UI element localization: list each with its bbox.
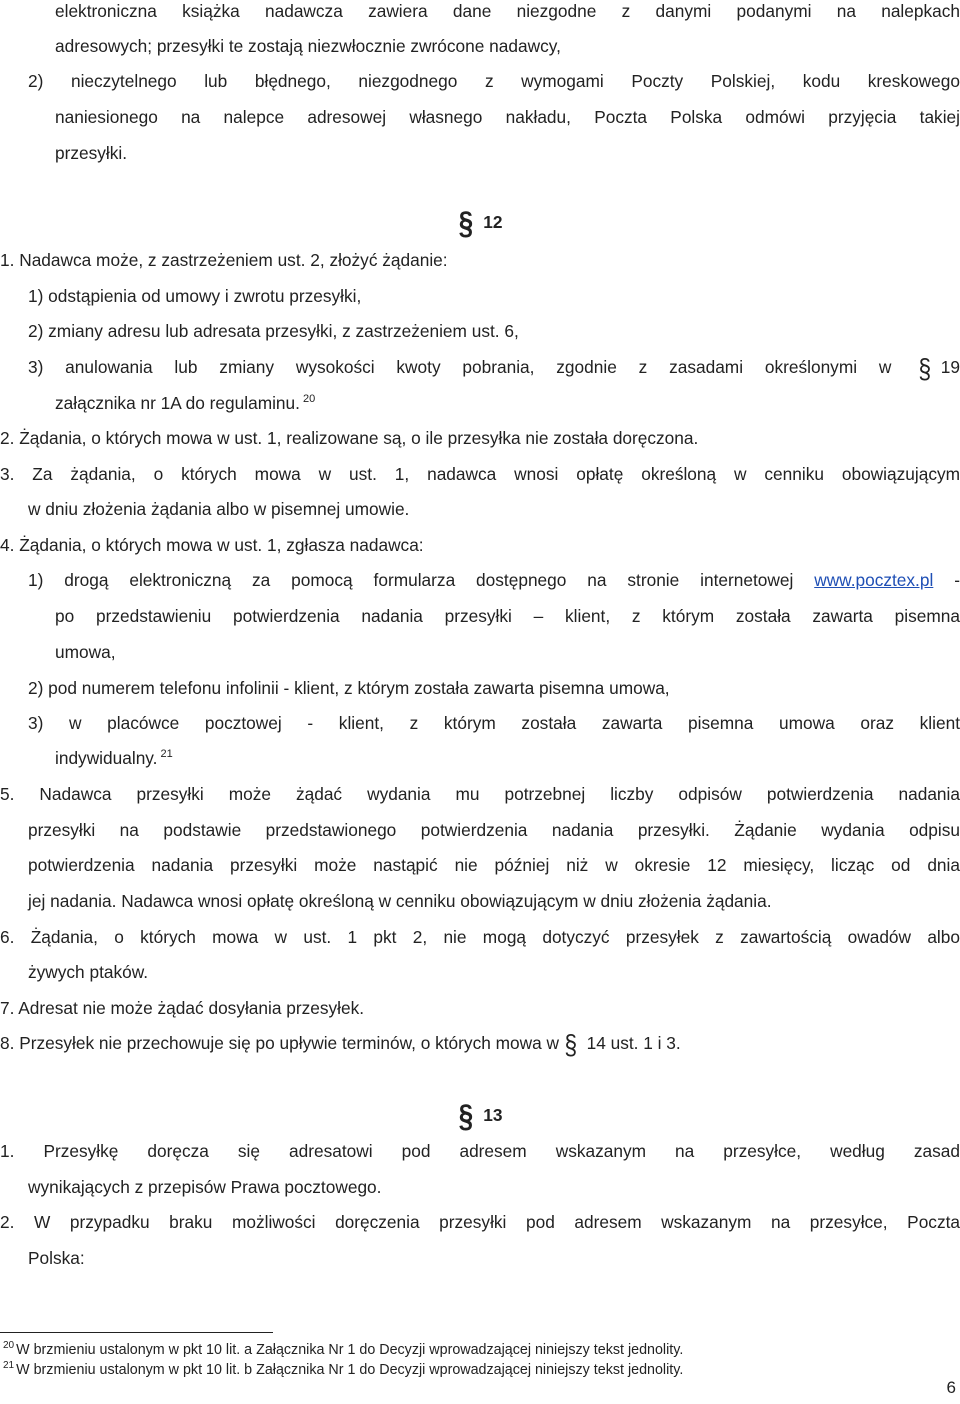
paragraph-line: Polska: — [28, 1248, 85, 1268]
footnote-text: W brzmieniu ustalonym w pkt 10 lit. a Załącznika Nr 1 do Decyzji wprowadzającej niniejszy tekst jednolity. — [16, 1342, 684, 1358]
paragraph-line: w dniu złożenia żądania albo w pisemnej umowie. — [28, 499, 410, 519]
paragraph-line: adresowych; przesyłki te zostają niezwłocznie zwrócone nadawcy, — [55, 36, 561, 56]
paragraph-text: 14 ust. 1 i 3. — [586, 1033, 681, 1053]
paragraph: 3. Za żądania, o których mowa w ust. 1, nadawca wnosi opłatę określoną w cenniku obowiązującym — [0, 464, 960, 484]
list-item-text: 3) anulowania lub zmiany wysokości kwoty pobrania, zgodnie z zasadami określonymi w — [28, 357, 892, 377]
section-symbol: § — [564, 1029, 578, 1060]
paragraph: 4. Żądania, o których mowa w ust. 1, zgłasza nadawca: — [0, 535, 424, 555]
website-link[interactable]: www.pocztex.pl — [814, 570, 934, 590]
paragraph-line: przesyłki na podstawie przedstawionego potwierdzenia nadania przesyłki. Żądanie wydania odpisu — [28, 820, 960, 840]
section-symbol: § — [918, 353, 932, 384]
paragraph-line — [55, 747, 173, 769]
list-item-text: indywidualny. — [55, 748, 158, 768]
footnote-number: 20 — [3, 1340, 15, 1351]
paragraph-line: przesyłki. — [55, 143, 128, 163]
paragraph: 2. Żądania, o których mowa w ust. 1, realizowane są, o ile przesyłka nie została doręczona. — [0, 428, 699, 448]
list-item: 2) nieczytelnego lub błędnego, niezgodnego z wymogami Poczty Polskiej, kodu kreskowego — [28, 71, 960, 91]
paragraph: 5. Nadawca przesyłki może żądać wydania mu potrzebnej liczby odpisów potwierdzenia nadania — [0, 784, 960, 804]
section-number: 12 — [483, 212, 503, 232]
list-item — [28, 353, 960, 384]
paragraph: 6. Żądania, o których mowa w ust. 1 pkt 2, nie mogą dotyczyć przesyłek z zawartością owadów albo — [0, 927, 960, 947]
paragraph — [0, 1029, 681, 1060]
footnote-text: W brzmieniu ustalonym w pkt 10 lit. b Załącznika Nr 1 do Decyzji wprowadzającej niniejszy tekst jednolity. — [16, 1362, 684, 1378]
footnote-ref: 20 — [302, 393, 316, 405]
footnote — [0, 1341, 683, 1359]
section-symbol: § — [459, 1098, 474, 1134]
section-symbol: § — [459, 205, 474, 241]
paragraph-line: naniesionego na nalepce adresowej własnego nakładu, Poczta Polska odmówi przyjęcia takiej — [55, 107, 960, 127]
section-ref: 19 — [940, 357, 960, 377]
paragraph-line: potwierdzenia nadania przesyłki może nastąpić nie później niż w okresie 12 miesięcy, licząc od dnia — [28, 855, 960, 875]
list-item — [28, 569, 960, 591]
section-heading-12 — [0, 205, 960, 241]
page-number: 6 — [946, 1378, 956, 1397]
paragraph-line: wynikających z przepisów Prawa pocztowego. — [28, 1177, 382, 1197]
paragraph-line: po przedstawieniu potwierdzenia nadania przesyłki – klient, z którym została zawarta pisemna — [55, 606, 960, 626]
footnote — [0, 1361, 683, 1379]
section-number: 13 — [483, 1105, 503, 1125]
list-item: 3) w placówce pocztowej - klient, z którym została zawarta pisemna umowa oraz klient — [28, 713, 960, 733]
list-item: 2) pod numerem telefonu infolinii - klient, z którym została zawarta pisemna umowa, — [28, 678, 670, 698]
paragraph: 1. Przesyłkę doręcza się adresatowi pod adresem wskazanym na przesyłce, według zasad — [0, 1141, 960, 1161]
section-heading-13 — [0, 1098, 960, 1134]
paragraph-line — [55, 392, 315, 414]
paragraph: 1. Nadawca może, z zastrzeżeniem ust. 2, złożyć żądanie: — [0, 250, 448, 270]
paragraph-line: elektroniczna książka nadawcza zawiera dane niezgodne z danymi podanymi na nalepkach — [55, 1, 960, 21]
footnote-ref: 21 — [160, 748, 173, 760]
paragraph-line: żywych ptaków. — [28, 962, 149, 982]
paragraph-line: umowa, — [55, 642, 116, 662]
footnote-number: 21 — [3, 1360, 15, 1371]
list-item-text: załącznika nr 1A do regulaminu. — [55, 393, 300, 413]
footnote-divider — [0, 1332, 273, 1333]
paragraph: 7. Adresat nie może żądać dosyłania przesyłek. — [0, 998, 365, 1018]
list-item-text: 1) drogą elektroniczną za pomocą formularza dostępnego na stronie internetowej — [28, 570, 794, 590]
list-item: 1) odstąpienia od umowy i zwrotu przesyłki, — [28, 286, 362, 306]
paragraph-text: 8. Przesyłek nie przechowuje się po upływie terminów, o których mowa w — [0, 1033, 559, 1053]
list-item: 2) zmiany adresu lub adresata przesyłki, z zastrzeżeniem ust. 6, — [28, 321, 519, 341]
dash: - — [954, 570, 960, 590]
paragraph-line: jej nadania. Nadawca wnosi opłatę określoną w cenniku obowiązującym w dniu złożenia żądania. — [28, 891, 772, 911]
paragraph: 2. W przypadku braku możliwości doręczenia przesyłki pod adresem wskazanym na przesyłce, Poczta — [0, 1212, 960, 1232]
